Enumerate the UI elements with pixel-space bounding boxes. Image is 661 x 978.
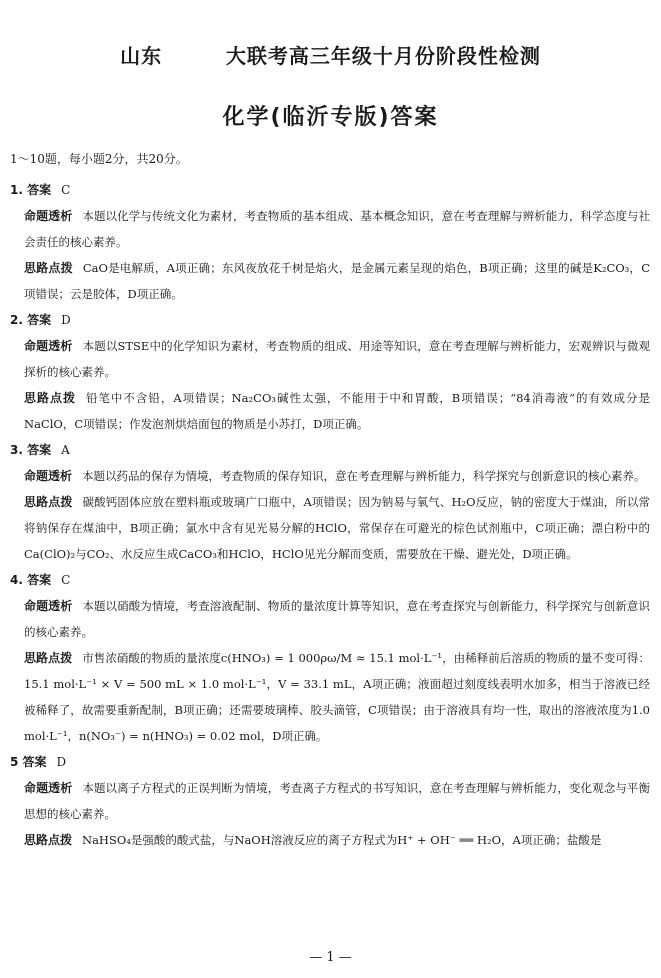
hint-paragraph xyxy=(24,489,650,567)
question-4 xyxy=(10,567,650,749)
analysis-paragraph xyxy=(24,593,650,645)
hint-paragraph xyxy=(24,255,650,307)
hint-text: 市售浓硝酸的物质的量浓度c(HNO₃) = 1 000ρω/M ≈ 15.1 mol·L⁻¹，由稀释前后溶质的物质的量不变可得：15.1 mol·L⁻¹ × V = 500 mL × 1.0 mol·L⁻¹，V = 33.1 mL，A项正确；液面超过刻度线表明水加多，相当于溶液已经被稀释了，故需要重新配制，B项正确；还需要玻璃棒、胶头滴管，C项错误；由于溶液具有均一性，取出的溶液浓度为1.0 mol·L⁻¹，n(NO₃⁻) = n(HNO₃) = 0.02 mol，D项正确。 xyxy=(24,651,650,743)
analysis-label: 命题透析 xyxy=(24,209,73,223)
analysis-paragraph xyxy=(24,333,650,385)
hint-text: 碳酸钙固体应放在塑料瓶或玻璃广口瓶中，A项错误；因为钠易与氧气、H₂O反应，钠的密度大于煤油，所以常将钠保存在煤油中，B项正确；氯水中含有见光易分解的HClO，常保存在可避光的棕色试剂瓶中，C项正确；漂白粉中的Ca(ClO)₂与CO₂、水反应生成CaCO₃和HClO，HClO见光分解而变质，需要放在干燥、避光处，D项正确。 xyxy=(24,495,650,561)
hint-text: CaO是电解质，A项正确；东风夜放花千树是焰火，是金属元素呈现的焰色，B项正确；这里的碱是K₂CO₃，C项错误；云是胶体，D项正确。 xyxy=(24,261,650,301)
analysis-label: 命题透析 xyxy=(24,339,73,353)
question-number: 1. 答案 xyxy=(10,183,52,197)
answer-value: A xyxy=(61,443,70,457)
question-5 xyxy=(10,749,650,853)
hint-label: 思路点拨 xyxy=(24,651,73,665)
analysis-paragraph xyxy=(24,463,650,489)
answer-list xyxy=(10,177,650,853)
answer-value: D xyxy=(61,313,71,327)
analysis-text: 本题以硝酸为情境，考查溶液配制、物质的量浓度计算等知识，意在考查探究与创新能力，科学探究与创新意识的核心素养。 xyxy=(24,599,650,639)
question-header xyxy=(10,437,650,463)
answer-value: C xyxy=(61,183,71,197)
question-number: 4. 答案 xyxy=(10,573,52,587)
section-intro: 1～10题，每小题2分，共20分。 xyxy=(10,152,188,166)
analysis-text: 本题以STSE中的化学知识为素材，考查物质的组成、用途等知识，意在考查理解与辨析能力，宏观辨识与微观探析的核心素养。 xyxy=(24,339,650,379)
hint-label: 思路点拨 xyxy=(24,495,73,509)
hint-label: 思路点拨 xyxy=(24,391,76,405)
question-header xyxy=(10,567,650,593)
analysis-label: 命题透析 xyxy=(24,469,73,483)
question-number: 3. 答案 xyxy=(10,443,52,457)
question-2 xyxy=(10,307,650,437)
analysis-text: 本题以化学与传统文化为素材，考查物质的基本组成、基本概念知识，意在考查理解与辨析能力，科学态度与社会责任的核心素养。 xyxy=(24,209,650,249)
analysis-paragraph xyxy=(24,203,650,255)
question-number: 2. 答案 xyxy=(10,313,52,327)
answer-value: D xyxy=(56,755,67,769)
question-header xyxy=(10,307,650,333)
question-header xyxy=(10,177,650,203)
page-number: — 1 — xyxy=(309,950,352,965)
analysis-paragraph xyxy=(24,775,650,827)
question-3 xyxy=(10,437,650,567)
analysis-text: 本题以药品的保存为情境，考查物质的保存知识，意在考查理解与辨析能力，科学探究与创新意识的核心素养。 xyxy=(82,469,646,483)
hint-paragraph xyxy=(24,827,650,853)
analysis-label: 命题透析 xyxy=(24,781,73,795)
hint-label: 思路点拨 xyxy=(24,833,73,847)
exam-title: 山东 大联考高三年级十月份阶段性检测 xyxy=(120,44,541,68)
question-header xyxy=(10,749,650,775)
hint-paragraph xyxy=(24,645,650,749)
analysis-text: 本题以离子方程式的正误判断为情境，考查离子方程式的书写知识，意在考查理解与辨析能力，变化观念与平衡思想的核心素养。 xyxy=(24,781,650,821)
question-1 xyxy=(10,177,650,307)
answer-value: C xyxy=(61,573,71,587)
hint-text: NaHSO₄是强酸的酸式盐，与NaOH溶液反应的离子方程式为H⁺ + OH⁻ ══ H₂O，A项正确；盐酸是 xyxy=(82,833,602,847)
hint-text: 铅笔中不含铅，A项错误；Na₂CO₃碱性太强，不能用于中和胃酸，B项错误；“84消毒液”的有效成分是NaClO，C项错误；作发泡剂烘焙面包的物质是小苏打，D项正确。 xyxy=(24,391,650,431)
hint-paragraph xyxy=(24,385,650,437)
question-number: 5 答案 xyxy=(10,755,47,769)
analysis-label: 命题透析 xyxy=(24,599,73,613)
hint-label: 思路点拨 xyxy=(24,261,73,275)
page-title: 化学(临沂专版)答案 xyxy=(222,105,439,130)
